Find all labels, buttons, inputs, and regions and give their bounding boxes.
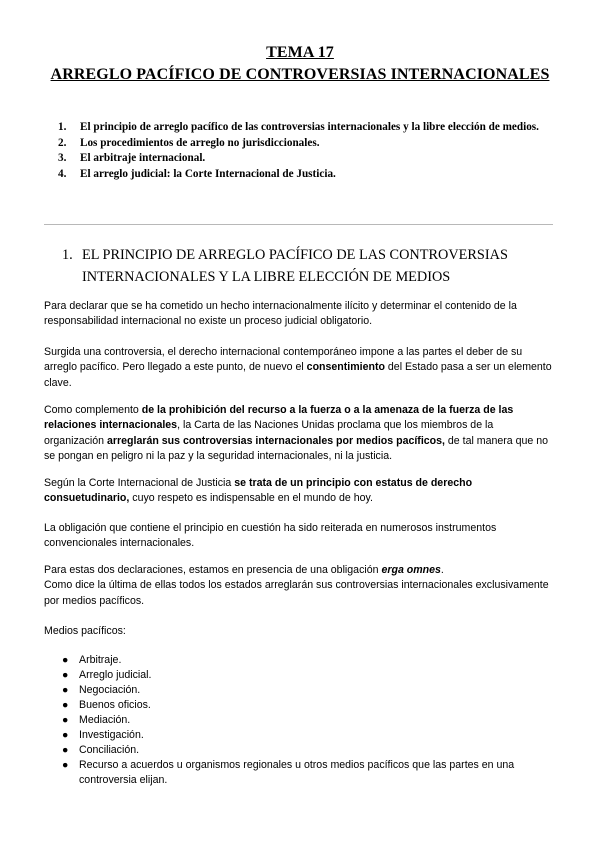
text-run: Para estas dos declaraciones, estamos en presencia de una obligación bbox=[44, 564, 382, 576]
bullet-icon: ● bbox=[62, 714, 69, 726]
toc-number: 2. bbox=[58, 136, 67, 149]
list-item-text: Recurso a acuerdos u organismos regionales u otros medios pacíficos que las partes en una controversia elijan. bbox=[79, 759, 515, 786]
bullet-icon: ● bbox=[62, 729, 69, 741]
toc-item bbox=[56, 136, 556, 152]
list-item bbox=[62, 653, 554, 668]
list-item bbox=[62, 668, 554, 683]
paragraph-4 bbox=[44, 476, 556, 507]
list-item bbox=[62, 713, 554, 728]
list-item-text: Negociación. bbox=[79, 684, 141, 696]
bullet-icon: ● bbox=[62, 759, 69, 771]
bullet-icon: ● bbox=[62, 654, 69, 666]
paragraph-2 bbox=[44, 345, 556, 391]
text-run: del Estado pasa a ser un elemento clave. bbox=[44, 361, 552, 389]
text-run: Como dice la última de ellas todos los estados arreglarán sus controversias internacionales exclusivamente por medios pacíficos. bbox=[44, 579, 549, 607]
text-run: Según la Corte Internacional de Justicia bbox=[44, 477, 235, 489]
list-item-text: Investigación. bbox=[79, 729, 144, 741]
text-run: Como complemento bbox=[44, 404, 142, 416]
toc-number: 4. bbox=[58, 167, 67, 180]
bullet-icon: ● bbox=[62, 669, 69, 681]
toc-text: El arreglo judicial: la Corte Internacional de Justicia. bbox=[80, 167, 336, 180]
horizontal-divider bbox=[44, 224, 553, 225]
paragraph-5: La obligación que contiene el principio en cuestión ha sido reiterada en numerosos instrumentos convencionales internacionales. bbox=[44, 522, 497, 550]
toc-number: 1. bbox=[58, 121, 67, 133]
list-item-text: Buenos oficios. bbox=[79, 699, 151, 711]
section-number: 1. bbox=[62, 247, 73, 263]
list-item-text: Arbitraje. bbox=[79, 654, 122, 666]
bold-text: de la prohibición del recurso a la fuerza o a la amenaza de la fuerza de las relaciones internacionales bbox=[44, 404, 514, 432]
paragraph-1: Para declarar que se ha cometido un hecho internacionalmente ilícito y determinar el contenido de la responsabilidad internacional no existe un proceso judicial obligatorio. bbox=[44, 300, 517, 328]
bold-text: se trata de un principio con estatus de derecho consuetudinario, bbox=[44, 477, 473, 505]
table-of-contents bbox=[56, 120, 556, 182]
text-run: . bbox=[440, 564, 444, 576]
list-item bbox=[62, 758, 554, 788]
list-item bbox=[62, 728, 554, 743]
bold-text: consentimiento bbox=[306, 361, 385, 374]
list-intro: Medios pacíficos: bbox=[44, 625, 126, 637]
list-item-text: Arreglo judicial. bbox=[79, 669, 152, 681]
toc-text: El arbitraje internacional. bbox=[80, 152, 206, 165]
medios-list bbox=[62, 653, 554, 788]
toc-text: Los procedimientos de arreglo no jurisdiccionales. bbox=[80, 136, 320, 149]
toc-text: El principio de arreglo pacífico de las controversias internacionales y la libre elección de medios. bbox=[80, 121, 539, 133]
page-subtitle: ARREGLO PACÍFICO DE CONTROVERSIAS INTERNACIONALES bbox=[50, 66, 550, 83]
page-title: TEMA 17 bbox=[266, 44, 334, 61]
list-item bbox=[62, 683, 554, 698]
bold-italic-text: erga omnes bbox=[381, 564, 441, 576]
list-item-text: Mediación. bbox=[79, 714, 131, 726]
text-run: cuyo respeto es indispensable en el mundo de hoy. bbox=[129, 492, 373, 505]
text-run: Surgida una controversia, el derecho internacional contemporáneo impone a las partes el deber de su arreglo pacífico. Pero llegado a este punto, de nuevo el bbox=[44, 346, 523, 374]
section-heading bbox=[62, 244, 552, 288]
section-title: EL PRINCIPIO DE ARREGLO PACÍFICO DE LAS CONTROVERSIAS INTERNACIONALES Y LA LIBRE ELECCIÓN DE MEDIOS bbox=[82, 247, 508, 285]
toc-item bbox=[56, 167, 556, 183]
list-item bbox=[62, 743, 554, 758]
paragraph-3 bbox=[44, 403, 556, 465]
bullet-icon: ● bbox=[62, 744, 69, 756]
toc-item bbox=[56, 151, 556, 167]
bullet-icon: ● bbox=[62, 699, 69, 711]
text-run: , la Carta de las Naciones Unidas proclama que los miembros de la organización bbox=[44, 419, 494, 447]
toc-item bbox=[56, 120, 556, 136]
text-run: de tal manera que no se pongan en peligro ni la paz y la seguridad internacionales, ni la justicia. bbox=[44, 434, 549, 463]
paragraph-6 bbox=[44, 563, 556, 609]
toc-number: 3. bbox=[58, 152, 67, 165]
bullet-icon: ● bbox=[62, 684, 69, 696]
list-item-text: Conciliación. bbox=[79, 744, 140, 756]
bold-text: arreglarán sus controversias internacionales por medios pacíficos, bbox=[107, 434, 445, 447]
list-item bbox=[62, 698, 554, 713]
